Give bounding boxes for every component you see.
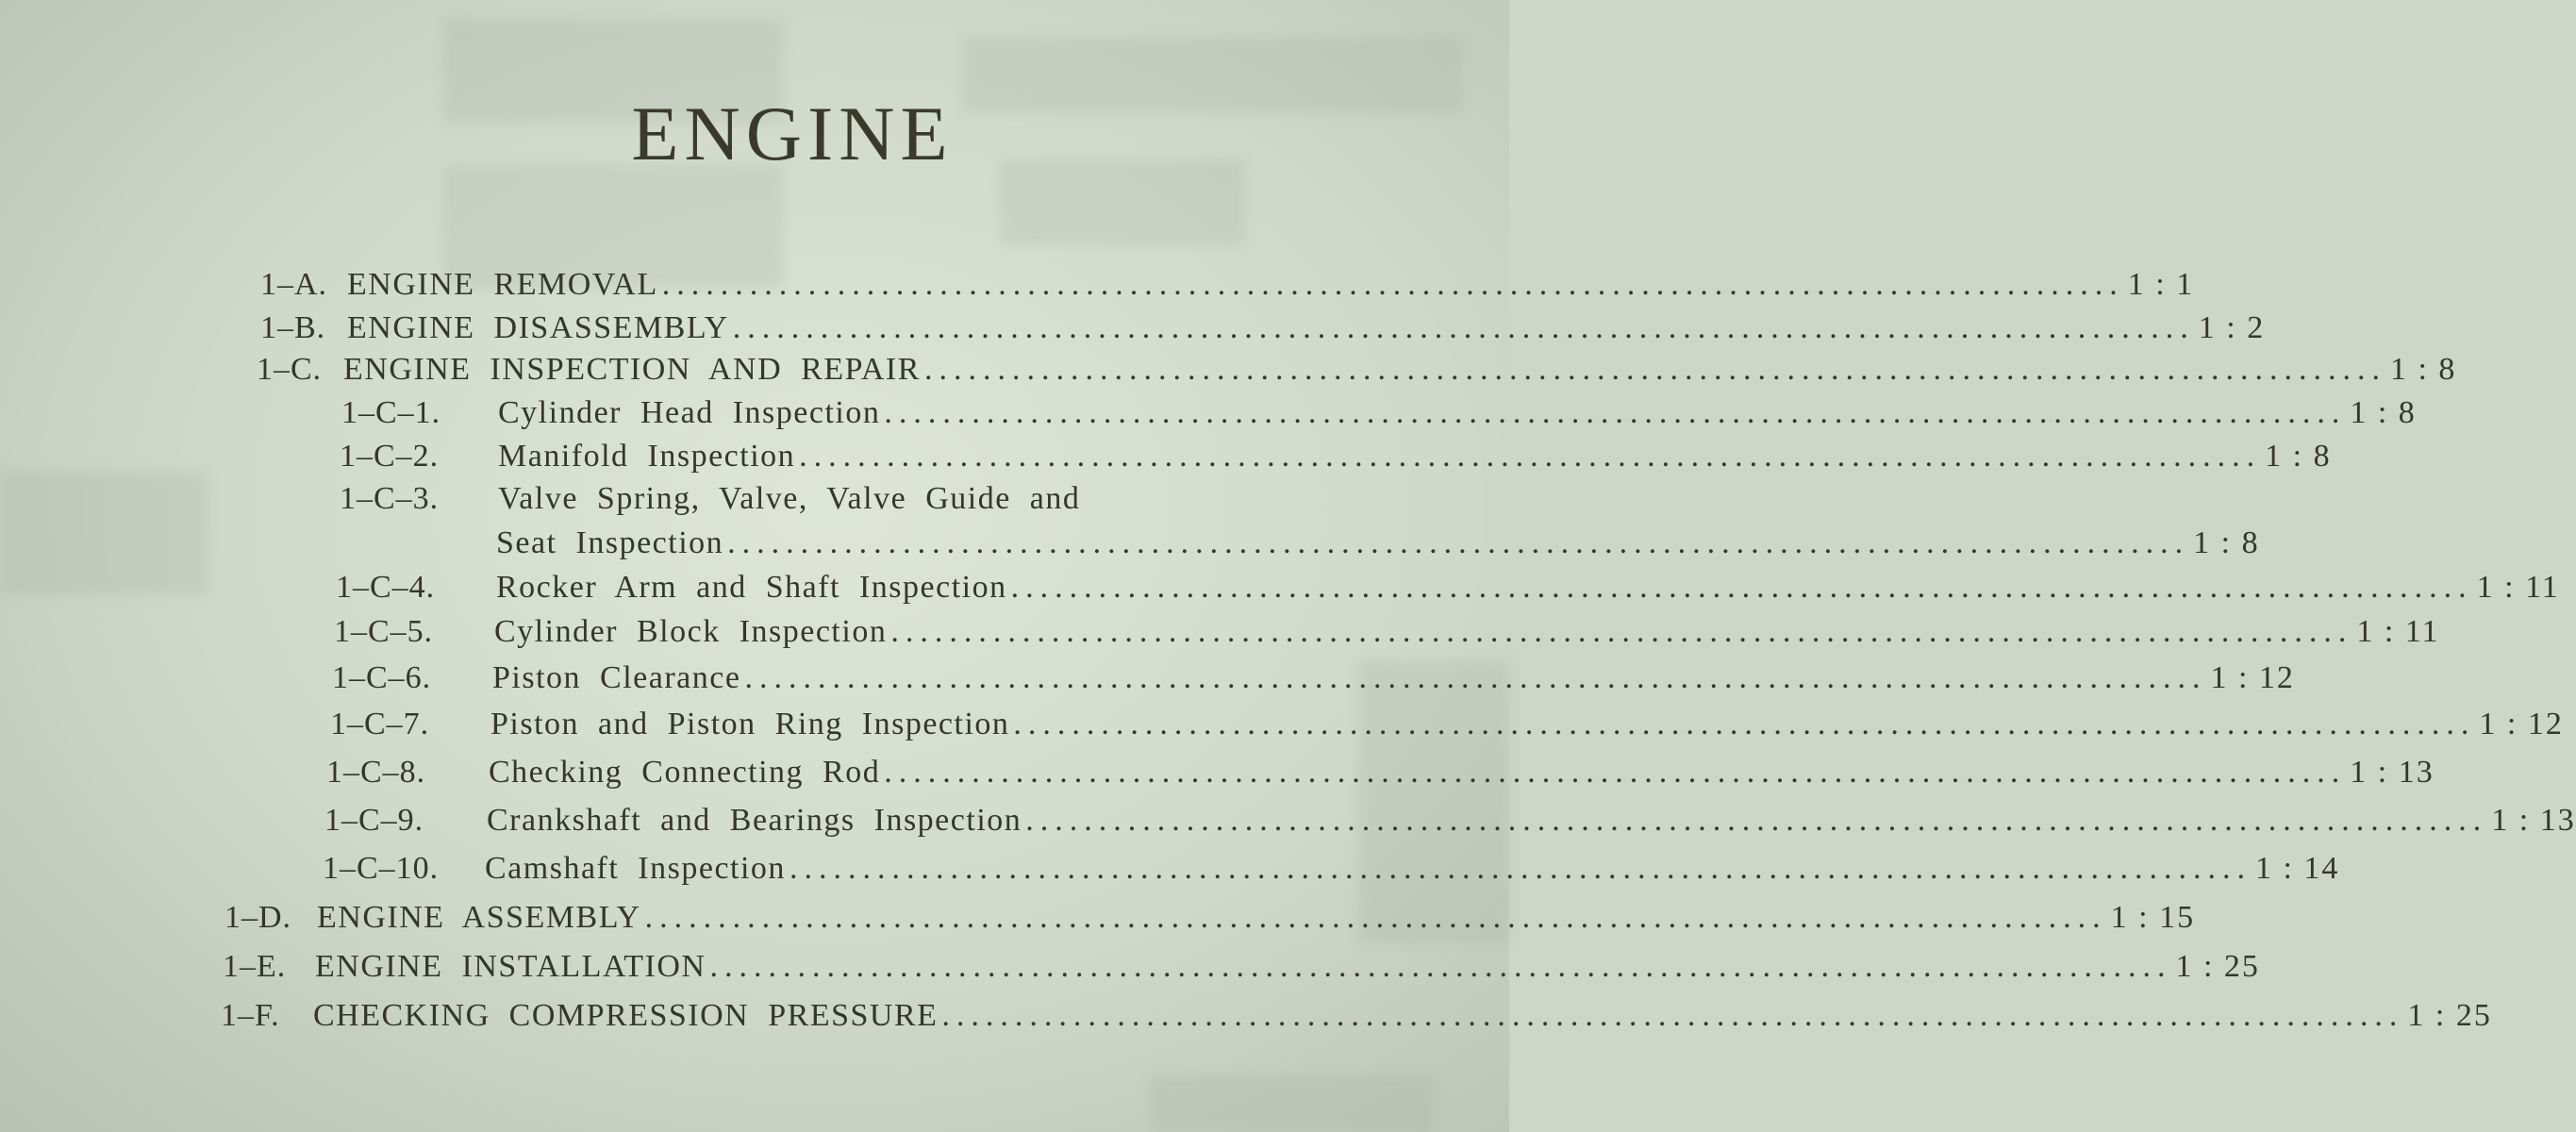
- toc-entry-1f: [221, 998, 2492, 1040]
- toc-label: ENGINE REMOVAL: [347, 267, 658, 302]
- toc-number: 1–C–1.: [341, 395, 441, 430]
- toc-leader: ....................................................................................................: [644, 900, 2107, 935]
- toc-number: 1–E.: [223, 949, 287, 984]
- toc-label: Piston and Piston Ring Inspection: [490, 707, 1010, 741]
- toc-label: Piston Clearance: [492, 660, 741, 695]
- toc-page-ref: 1 : 14: [2254, 851, 2340, 886]
- toc-number: 1–F.: [221, 998, 280, 1033]
- toc-label: CHECKING COMPRESSION PRESSURE: [313, 998, 939, 1033]
- toc-label: Camshaft Inspection: [485, 851, 786, 886]
- toc-number: 1–A.: [260, 267, 328, 302]
- toc-number: 1–C.: [257, 352, 323, 387]
- toc-leader: ....................................................................................................: [1013, 707, 2476, 741]
- toc-leader: ....................................................................................................: [1025, 803, 2488, 838]
- toc-entry-1c10: [323, 851, 2340, 892]
- toc-number: 1–C–4.: [336, 570, 436, 605]
- toc-number: 1–C–5.: [334, 614, 434, 649]
- toc-page-ref: 1 : 25: [2407, 998, 2492, 1033]
- toc-label: Valve Spring, Valve, Valve Guide and: [498, 481, 1081, 516]
- toc-label: ENGINE INSPECTION AND REPAIR: [343, 352, 921, 387]
- toc-number: 1–C–8.: [326, 755, 426, 790]
- toc-label: Crankshaft and Bearings Inspection: [487, 803, 1022, 838]
- toc-page-ref: 1 : 12: [2210, 660, 2295, 695]
- toc-label: Rocker Arm and Shaft Inspection: [496, 570, 1007, 605]
- toc-page-ref: 1 : 8: [2389, 352, 2457, 387]
- toc-entry-1e: [223, 949, 2260, 990]
- toc-leader: ....................................................................................................: [727, 525, 2190, 560]
- toc-number: 1–C–9.: [324, 803, 424, 838]
- toc-leader: ....................................................................................................: [709, 949, 2172, 984]
- toc-leader: ....................................................................................................: [661, 267, 2124, 302]
- toc-label: Cylinder Head Inspection: [498, 395, 881, 430]
- toc-entry-1c: [257, 352, 2457, 393]
- toc-leader: ....................................................................................................: [732, 310, 2195, 345]
- toc-leader: ....................................................................................................: [1010, 570, 2473, 605]
- toc-number: 1–D.: [224, 900, 292, 935]
- toc-label-continued: Seat Inspection: [496, 525, 724, 560]
- toc-number: 1–C–3.: [340, 481, 440, 516]
- toc-number: 1–C–7.: [330, 707, 430, 741]
- toc-entry-1a: [260, 267, 2195, 308]
- toc-number: 1–C–10.: [323, 851, 440, 886]
- toc-entry-1c6: [332, 660, 2295, 702]
- toc-leader: ....................................................................................................: [941, 998, 2404, 1033]
- toc-page-ref: 1 : 13: [2491, 803, 2576, 838]
- toc-page-ref: 1 : 15: [2110, 900, 2196, 935]
- toc-page-ref: 1 : 1: [2127, 267, 2195, 302]
- toc-leader: ....................................................................................................: [884, 755, 2347, 790]
- toc-entry-1c3-cont: [496, 525, 2260, 567]
- toc-page-ref: 1 : 25: [2175, 949, 2260, 984]
- toc-leader: ....................................................................................................: [799, 439, 2262, 474]
- toc-page-ref: 1 : 8: [2193, 525, 2260, 560]
- toc-entry-1c1: [341, 395, 2417, 437]
- toc-page-ref: 1 : 11: [2476, 570, 2560, 605]
- toc-leader: ....................................................................................................: [884, 395, 2347, 430]
- toc-label: ENGINE ASSEMBLY: [317, 900, 641, 935]
- page-title: ENGINE: [631, 90, 954, 176]
- toc-number: 1–C–2.: [340, 439, 440, 474]
- toc-page-ref: 1 : 13: [2350, 755, 2435, 790]
- toc-leader: ....................................................................................................: [789, 851, 2252, 886]
- toc-label: Cylinder Block Inspection: [494, 614, 888, 649]
- toc-leader: ....................................................................................................: [744, 660, 2207, 695]
- toc-leader: ....................................................................................................: [890, 614, 2353, 649]
- toc-entry-1c3: [340, 481, 1122, 523]
- toc-number: 1–B.: [260, 310, 326, 345]
- toc-label: ENGINE INSTALLATION: [315, 949, 706, 984]
- toc-leader: ....................................................................................................: [923, 352, 2386, 387]
- toc-entry-1c4: [336, 570, 2560, 611]
- toc-entry-1d: [224, 900, 2196, 941]
- toc-label: Checking Connecting Rod: [489, 755, 881, 790]
- toc-entry-1c8: [326, 755, 2435, 796]
- toc-number: 1–C–6.: [332, 660, 432, 695]
- toc-page-ref: 1 : 11: [2356, 614, 2440, 649]
- toc-entry-1c2: [340, 439, 2332, 480]
- toc-page-ref: 1 : 2: [2198, 310, 2266, 345]
- toc-entry-1c9: [324, 803, 2576, 844]
- toc-entry-1c7: [330, 707, 2564, 748]
- toc-page-ref: 1 : 8: [2265, 439, 2332, 474]
- toc-entry-1c5: [334, 614, 2440, 656]
- toc-label: Manifold Inspection: [498, 439, 796, 474]
- toc-entry-1b: [260, 310, 2266, 352]
- toc-page-ref: 1 : 12: [2479, 707, 2564, 741]
- toc-page-ref: 1 : 8: [2350, 395, 2417, 430]
- toc-label: ENGINE DISASSEMBLY: [347, 310, 729, 345]
